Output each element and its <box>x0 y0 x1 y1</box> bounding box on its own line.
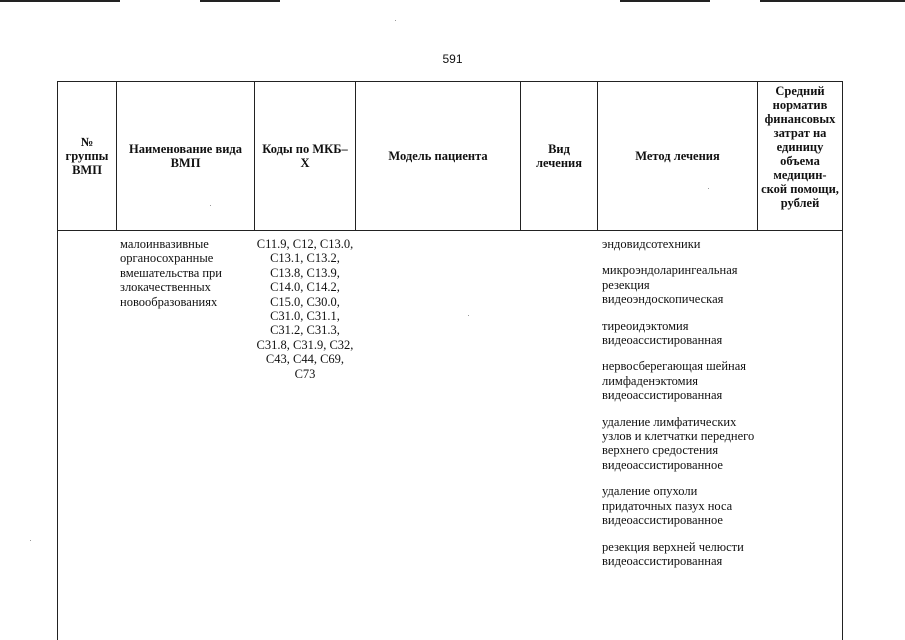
page-number: 591 <box>442 52 463 66</box>
method-item: удаление опухоли придаточных пазух носа видеоассистированное <box>602 484 733 528</box>
scan-edge-line <box>0 0 120 2</box>
header-patient-model: Модель пациента <box>356 82 521 230</box>
scan-speck <box>468 315 469 316</box>
scan-speck <box>30 540 31 541</box>
scan-edge-line <box>200 0 280 2</box>
icd-codes-cell: С11.9, С12, С13.0, С13.1, С13.2, С13.8, С13.9, С14.0, С14.2, С15.0, С30.0, С31.0, С31.1, С31.2, С31.3, С31.8, С31.9, С32, С43, С44, С69, С73 <box>256 237 354 381</box>
table-header-row <box>57 81 843 231</box>
table-left-border <box>57 231 58 640</box>
method-item: резекция верхней челюсти видеоассистированная <box>602 539 744 568</box>
header-icd-codes: Коды по МКБ–Х <box>255 82 356 230</box>
vmp-name-cell: малоинвазивные органосохранные вмешательства при злокачественных новообразованиях <box>120 237 222 309</box>
scan-edge-line <box>760 0 905 2</box>
method-item: микроэндоларингеальная резекция видеоэндоскопическая <box>602 263 738 307</box>
method-item: нервосберегающая шейная лимфаденэктомия видеоассистированная <box>602 359 747 403</box>
scan-speck <box>708 188 709 189</box>
header-group-number: № группы ВМП <box>58 82 117 230</box>
method-item: эндовидсотехники <box>602 237 701 251</box>
header-treatment-type: Вид лечения <box>521 82 598 230</box>
scan-edge-line <box>620 0 710 2</box>
header-treatment-method: Метод лечения <box>598 82 758 230</box>
treatment-methods-cell <box>602 237 762 580</box>
header-vmp-name: Наименование вида ВМП <box>117 82 255 230</box>
scan-speck <box>210 205 211 206</box>
scan-speck <box>395 20 396 21</box>
method-item: тиреоидэктомия видеоассистированная <box>602 318 723 348</box>
table-right-border <box>842 231 843 640</box>
header-cost-norm: Средний норматив финансовых затрат на единицу объема медицин-ской помощи, рублей <box>761 84 839 210</box>
method-item: удаление лимфатических узлов и клетчатки переднего верхнего средостения видеоассистированное <box>602 414 755 472</box>
